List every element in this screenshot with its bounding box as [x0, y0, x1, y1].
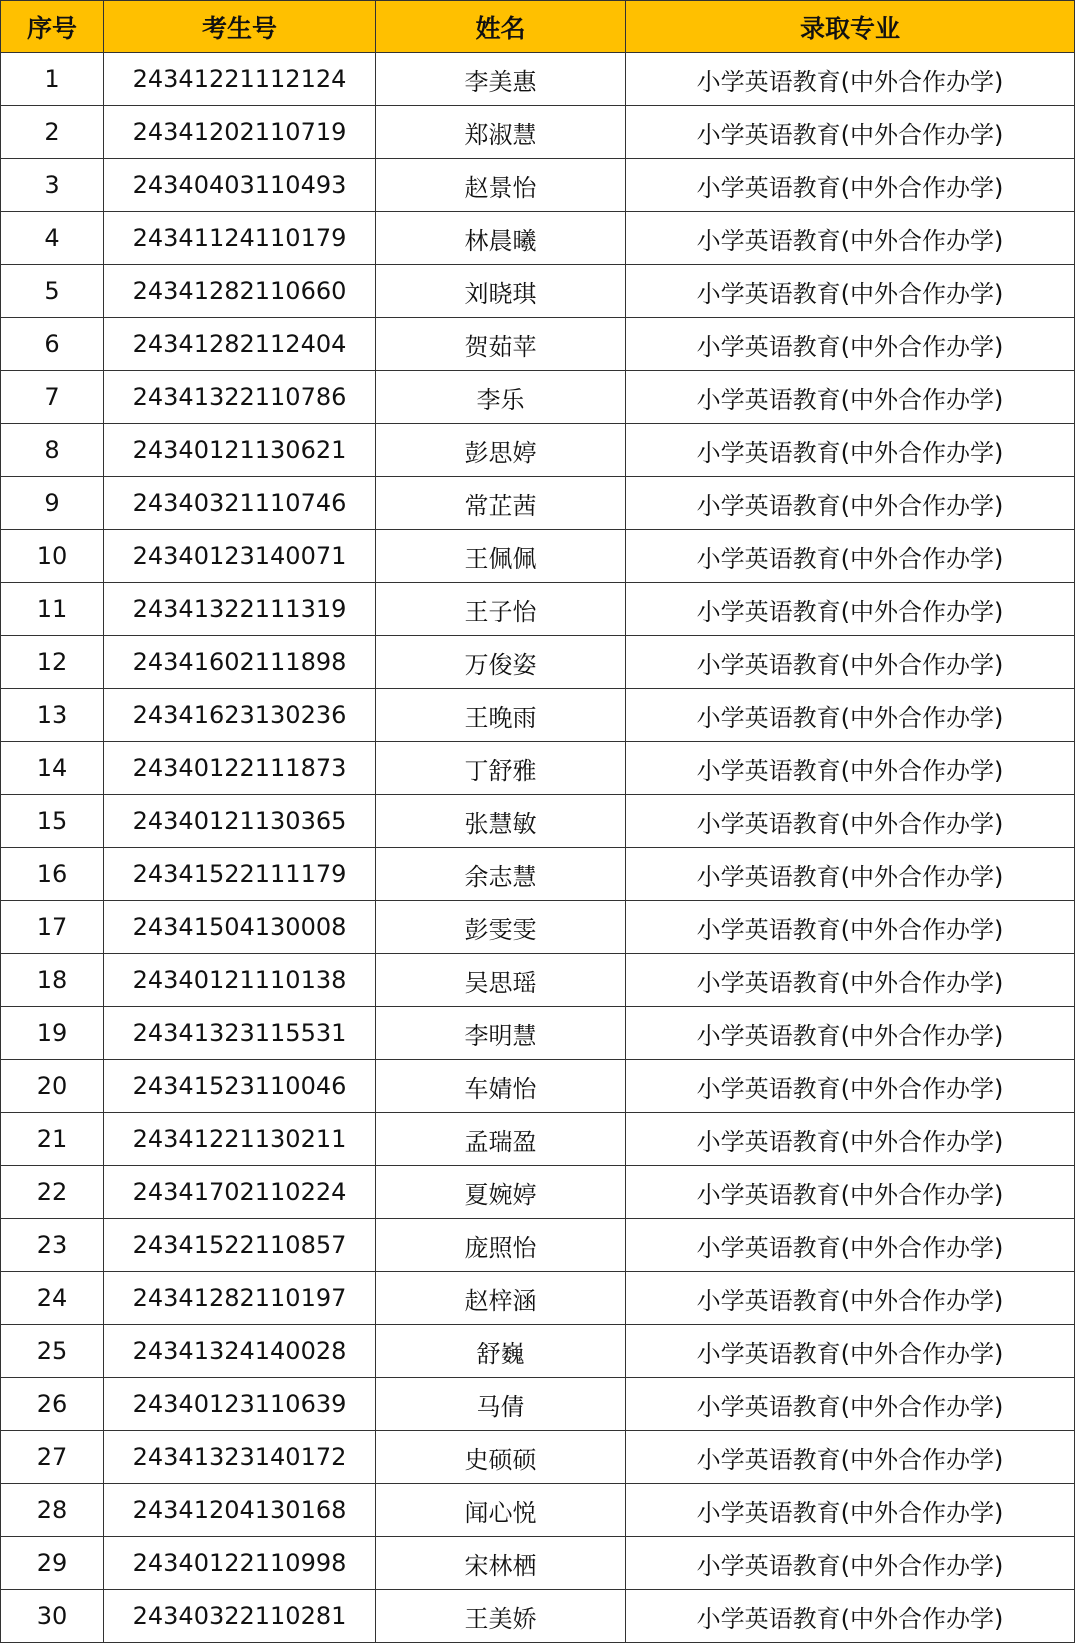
table-row [1, 954, 1075, 1007]
cell-exam-id: 24341522110857 [104, 1219, 376, 1272]
cell-name: 王佩佩 [376, 530, 626, 583]
cell-major: 小学英语教育(中外合作办学) [626, 424, 1075, 477]
cell-major: 小学英语教育(中外合作办学) [626, 1537, 1075, 1590]
cell-exam-id: 24340122110998 [104, 1537, 376, 1590]
cell-name: 贺茹苹 [376, 318, 626, 371]
cell-name: 宋林栖 [376, 1537, 626, 1590]
cell-seq: 2 [1, 106, 104, 159]
table-row [1, 1537, 1075, 1590]
cell-exam-id: 24341702110224 [104, 1166, 376, 1219]
table-row [1, 530, 1075, 583]
cell-exam-id: 24340403110493 [104, 159, 376, 212]
cell-major: 小学英语教育(中外合作办学) [626, 265, 1075, 318]
cell-major: 小学英语教育(中外合作办学) [626, 1272, 1075, 1325]
cell-name: 吴思瑶 [376, 954, 626, 1007]
cell-name: 夏婉婷 [376, 1166, 626, 1219]
cell-major: 小学英语教育(中外合作办学) [626, 318, 1075, 371]
cell-seq: 6 [1, 318, 104, 371]
cell-exam-id: 24340122111873 [104, 742, 376, 795]
cell-major: 小学英语教育(中外合作办学) [626, 583, 1075, 636]
cell-exam-id: 24340322110281 [104, 1590, 376, 1643]
cell-seq: 5 [1, 265, 104, 318]
cell-name: 闻心悦 [376, 1484, 626, 1537]
cell-exam-id: 24341324140028 [104, 1325, 376, 1378]
cell-seq: 7 [1, 371, 104, 424]
cell-major: 小学英语教育(中外合作办学) [626, 795, 1075, 848]
table-row [1, 901, 1075, 954]
cell-seq: 3 [1, 159, 104, 212]
cell-seq: 14 [1, 742, 104, 795]
table-row [1, 795, 1075, 848]
cell-seq: 1 [1, 53, 104, 106]
cell-seq: 10 [1, 530, 104, 583]
cell-name: 舒巍 [376, 1325, 626, 1378]
cell-exam-id: 24341523110046 [104, 1060, 376, 1113]
table-row [1, 265, 1075, 318]
cell-name: 赵景怡 [376, 159, 626, 212]
cell-name: 郑淑慧 [376, 106, 626, 159]
cell-name: 李明慧 [376, 1007, 626, 1060]
cell-major: 小学英语教育(中外合作办学) [626, 954, 1075, 1007]
cell-exam-id: 24340321110746 [104, 477, 376, 530]
cell-exam-id: 24340121130365 [104, 795, 376, 848]
header-row [1, 1, 1075, 53]
cell-major: 小学英语教育(中外合作办学) [626, 1113, 1075, 1166]
cell-exam-id: 24340121130621 [104, 424, 376, 477]
cell-major: 小学英语教育(中外合作办学) [626, 477, 1075, 530]
table-row [1, 1484, 1075, 1537]
cell-major: 小学英语教育(中外合作办学) [626, 901, 1075, 954]
cell-seq: 4 [1, 212, 104, 265]
cell-seq: 23 [1, 1219, 104, 1272]
cell-seq: 28 [1, 1484, 104, 1537]
cell-seq: 18 [1, 954, 104, 1007]
cell-exam-id: 24341282110197 [104, 1272, 376, 1325]
cell-major: 小学英语教育(中外合作办学) [626, 1431, 1075, 1484]
cell-name: 赵梓涵 [376, 1272, 626, 1325]
header-major: 录取专业 [626, 1, 1075, 53]
cell-name: 史硕硕 [376, 1431, 626, 1484]
cell-major: 小学英语教育(中外合作办学) [626, 371, 1075, 424]
table-row [1, 742, 1075, 795]
cell-major: 小学英语教育(中外合作办学) [626, 159, 1075, 212]
cell-seq: 12 [1, 636, 104, 689]
table-row [1, 477, 1075, 530]
cell-major: 小学英语教育(中外合作办学) [626, 848, 1075, 901]
cell-name: 庞照怡 [376, 1219, 626, 1272]
cell-exam-id: 24341323140172 [104, 1431, 376, 1484]
cell-exam-id: 24341322111319 [104, 583, 376, 636]
table-row [1, 689, 1075, 742]
table-row [1, 1431, 1075, 1484]
table-row [1, 1113, 1075, 1166]
cell-name: 余志慧 [376, 848, 626, 901]
table-row [1, 848, 1075, 901]
cell-seq: 24 [1, 1272, 104, 1325]
cell-seq: 26 [1, 1378, 104, 1431]
table-row [1, 424, 1075, 477]
cell-seq: 17 [1, 901, 104, 954]
cell-name: 林晨曦 [376, 212, 626, 265]
cell-exam-id: 24341204130168 [104, 1484, 376, 1537]
cell-major: 小学英语教育(中外合作办学) [626, 1484, 1075, 1537]
table-row [1, 159, 1075, 212]
cell-exam-id: 24341602111898 [104, 636, 376, 689]
cell-seq: 11 [1, 583, 104, 636]
cell-exam-id: 24341323115531 [104, 1007, 376, 1060]
cell-major: 小学英语教育(中外合作办学) [626, 530, 1075, 583]
cell-exam-id: 24340123140071 [104, 530, 376, 583]
cell-seq: 9 [1, 477, 104, 530]
table-row [1, 53, 1075, 106]
cell-major: 小学英语教育(中外合作办学) [626, 106, 1075, 159]
cell-major: 小学英语教育(中外合作办学) [626, 1007, 1075, 1060]
cell-name: 李美惠 [376, 53, 626, 106]
cell-exam-id: 24341504130008 [104, 901, 376, 954]
cell-name: 王晚雨 [376, 689, 626, 742]
cell-seq: 30 [1, 1590, 104, 1643]
cell-major: 小学英语教育(中外合作办学) [626, 1166, 1075, 1219]
table-header [1, 1, 1075, 53]
table-row [1, 212, 1075, 265]
table-row [1, 1272, 1075, 1325]
cell-exam-id: 24340121110138 [104, 954, 376, 1007]
cell-major: 小学英语教育(中外合作办学) [626, 1590, 1075, 1643]
cell-seq: 29 [1, 1537, 104, 1590]
cell-name: 张慧敏 [376, 795, 626, 848]
cell-major: 小学英语教育(中外合作办学) [626, 689, 1075, 742]
cell-name: 车婧怡 [376, 1060, 626, 1113]
cell-name: 万俊姿 [376, 636, 626, 689]
cell-major: 小学英语教育(中外合作办学) [626, 1060, 1075, 1113]
cell-seq: 25 [1, 1325, 104, 1378]
table-row [1, 1378, 1075, 1431]
cell-seq: 8 [1, 424, 104, 477]
cell-seq: 19 [1, 1007, 104, 1060]
table-row [1, 1219, 1075, 1272]
cell-name: 孟瑞盈 [376, 1113, 626, 1166]
cell-exam-id: 24341221130211 [104, 1113, 376, 1166]
cell-name: 彭雯雯 [376, 901, 626, 954]
header-name: 姓名 [376, 1, 626, 53]
table-row [1, 1166, 1075, 1219]
table-row [1, 1007, 1075, 1060]
cell-seq: 20 [1, 1060, 104, 1113]
cell-seq: 22 [1, 1166, 104, 1219]
table-row [1, 636, 1075, 689]
cell-exam-id: 24341221112124 [104, 53, 376, 106]
cell-major: 小学英语教育(中外合作办学) [626, 636, 1075, 689]
table-row [1, 1325, 1075, 1378]
cell-major: 小学英语教育(中外合作办学) [626, 1219, 1075, 1272]
cell-name: 彭思婷 [376, 424, 626, 477]
header-seq: 序号 [1, 1, 104, 53]
table-row [1, 106, 1075, 159]
cell-seq: 13 [1, 689, 104, 742]
cell-name: 李乐 [376, 371, 626, 424]
cell-exam-id: 24341282110660 [104, 265, 376, 318]
cell-exam-id: 24341202110719 [104, 106, 376, 159]
cell-seq: 21 [1, 1113, 104, 1166]
cell-name: 刘晓琪 [376, 265, 626, 318]
cell-major: 小学英语教育(中外合作办学) [626, 742, 1075, 795]
cell-exam-id: 24341282112404 [104, 318, 376, 371]
table-row [1, 1590, 1075, 1643]
table-body [1, 53, 1075, 1643]
cell-major: 小学英语教育(中外合作办学) [626, 1325, 1075, 1378]
cell-exam-id: 24341322110786 [104, 371, 376, 424]
cell-exam-id: 24340123110639 [104, 1378, 376, 1431]
cell-major: 小学英语教育(中外合作办学) [626, 212, 1075, 265]
cell-name: 常芷茜 [376, 477, 626, 530]
table-row [1, 371, 1075, 424]
cell-seq: 27 [1, 1431, 104, 1484]
table-row [1, 318, 1075, 371]
cell-major: 小学英语教育(中外合作办学) [626, 1378, 1075, 1431]
cell-name: 马倩 [376, 1378, 626, 1431]
cell-exam-id: 24341623130236 [104, 689, 376, 742]
table-row [1, 583, 1075, 636]
cell-exam-id: 24341522111179 [104, 848, 376, 901]
table-row [1, 1060, 1075, 1113]
cell-name: 王子怡 [376, 583, 626, 636]
cell-major: 小学英语教育(中外合作办学) [626, 53, 1075, 106]
cell-seq: 15 [1, 795, 104, 848]
cell-name: 丁舒雅 [376, 742, 626, 795]
cell-name: 王美娇 [376, 1590, 626, 1643]
header-exam-id: 考生号 [104, 1, 376, 53]
cell-exam-id: 24341124110179 [104, 212, 376, 265]
cell-seq: 16 [1, 848, 104, 901]
